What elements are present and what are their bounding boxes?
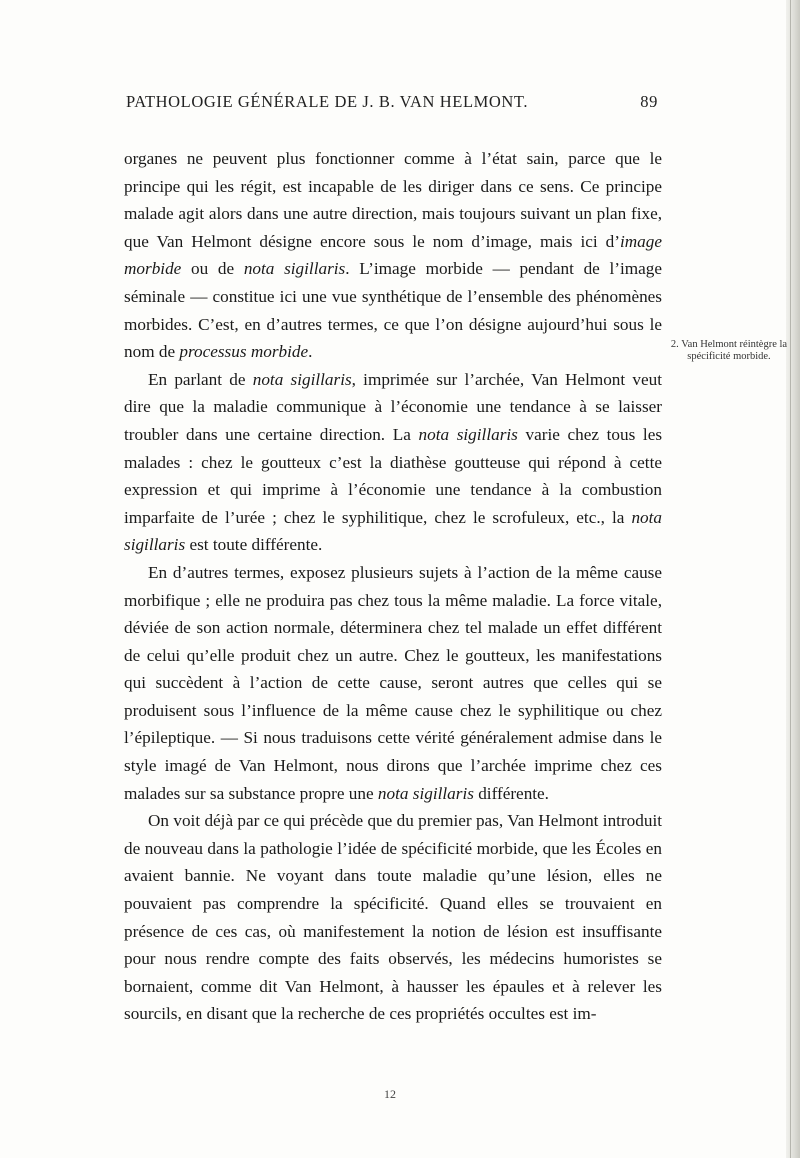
text-run: En d’autres termes, exposez plusieurs sujets à l’action de la même cause morbifique ; elle ne produira pas chez tous la même maladie. La force vitale, déviée de son action normale, déterminera chez tel malade un effet différent de celui qu’elle produit chez un autre. Chez le goutteux, les manifestations qui succèdent à l’action de cette cause, seront autres que celles qui se produisent sous l’influence de la même cause chez le syphilitique ou chez l’épileptique. — Si nous traduisons cette vérité généralement admise dans le style imagé de Van Helmont, nous dirons que l’archée imprime chez ces malades sur sa substance propre une <box>124 562 662 803</box>
page-number: 89 <box>640 92 658 111</box>
italic-term: nota sigillaris <box>124 507 662 555</box>
body-text <box>124 145 662 1028</box>
text-run: En parlant de <box>148 369 253 389</box>
italic-term: nota sigillaris <box>243 259 346 279</box>
margin-note <box>669 339 789 363</box>
text-run: varie chez tous les malades : chez le goutteux c’est la diathèse goutteuse qui répond à cette expression et qui imprime à l’économie une tendance à la combustion imparfaite de l’urée ; chez le syphilitique, chez le scrofuleux, etc., la <box>124 424 663 527</box>
text-run: . <box>308 342 313 362</box>
italic-term: nota sigillaris <box>418 424 518 444</box>
text-run: organes ne peuvent plus fonctionner comme à l’état sain, parce que le principe qui les régit, est incapable de les diriger dans ce sens. Ce principe malade agit alors dans une autre direction, mais toujours suivant un plan fixe, que Van Helmont désigne encore sous le nom d’image, mais ici d’ <box>124 149 662 251</box>
text-run: On voit déjà par ce qui précède que du premier pas, Van Helmont introduit de nouveau dans la pathologie l’idée de spécificité morbide, que les Écoles en avaient bannie. Ne voyant dans toute maladie qu’une lésion, elles ne pouvaient pas comprendre la spécificité. Quand elles se trouvaient en présence de ces cas, où manifestement la notion de lésion est insuffisante pour nous rendre compte des faits observés, les médecins humoristes se bornaient, comme dit Van Helmont, à hausser les épaules et à relever les sourcils, en disant que la recherche de ces propriétés occultes est im- <box>124 811 662 1024</box>
margin-note-number: 2. <box>670 339 679 350</box>
text-run: , imprimée sur l’archée, Van Helmont veut dire que la maladie communique à l’économie une tendance à se laisser troubler dans une certaine direction. La <box>124 369 662 444</box>
paragraph <box>124 559 662 807</box>
italic-term: nota sigillaris <box>377 783 474 803</box>
italic-term: image morbide <box>124 231 662 279</box>
paragraph <box>124 807 662 1028</box>
text-run: est toute différente. <box>185 535 323 555</box>
paragraph <box>124 145 662 366</box>
text-run: ou de <box>181 259 244 279</box>
paragraph <box>124 366 662 559</box>
italic-term: processus morbide <box>179 342 309 362</box>
signature-mark: 12 <box>384 1087 396 1101</box>
italic-term: nota sigillaris <box>252 369 352 389</box>
text-run: différente. <box>473 783 549 803</box>
page-edge <box>786 0 800 1158</box>
page-edge-line <box>790 0 791 1158</box>
text-run: . L’image morbide — pendant de l’image séminale — constitue ici une vue synthétique de l’ensemble des phénomènes morbides. C’est, en d’autres termes, ce que l’on désigne aujourd’hui sous le nom de <box>124 259 662 362</box>
margin-note-text: Van Helmont réintègre la spécificité morbide. <box>681 339 788 362</box>
running-title: PATHOLOGIE GÉNÉRALE DE J. B. VAN HELMONT. <box>126 92 529 111</box>
